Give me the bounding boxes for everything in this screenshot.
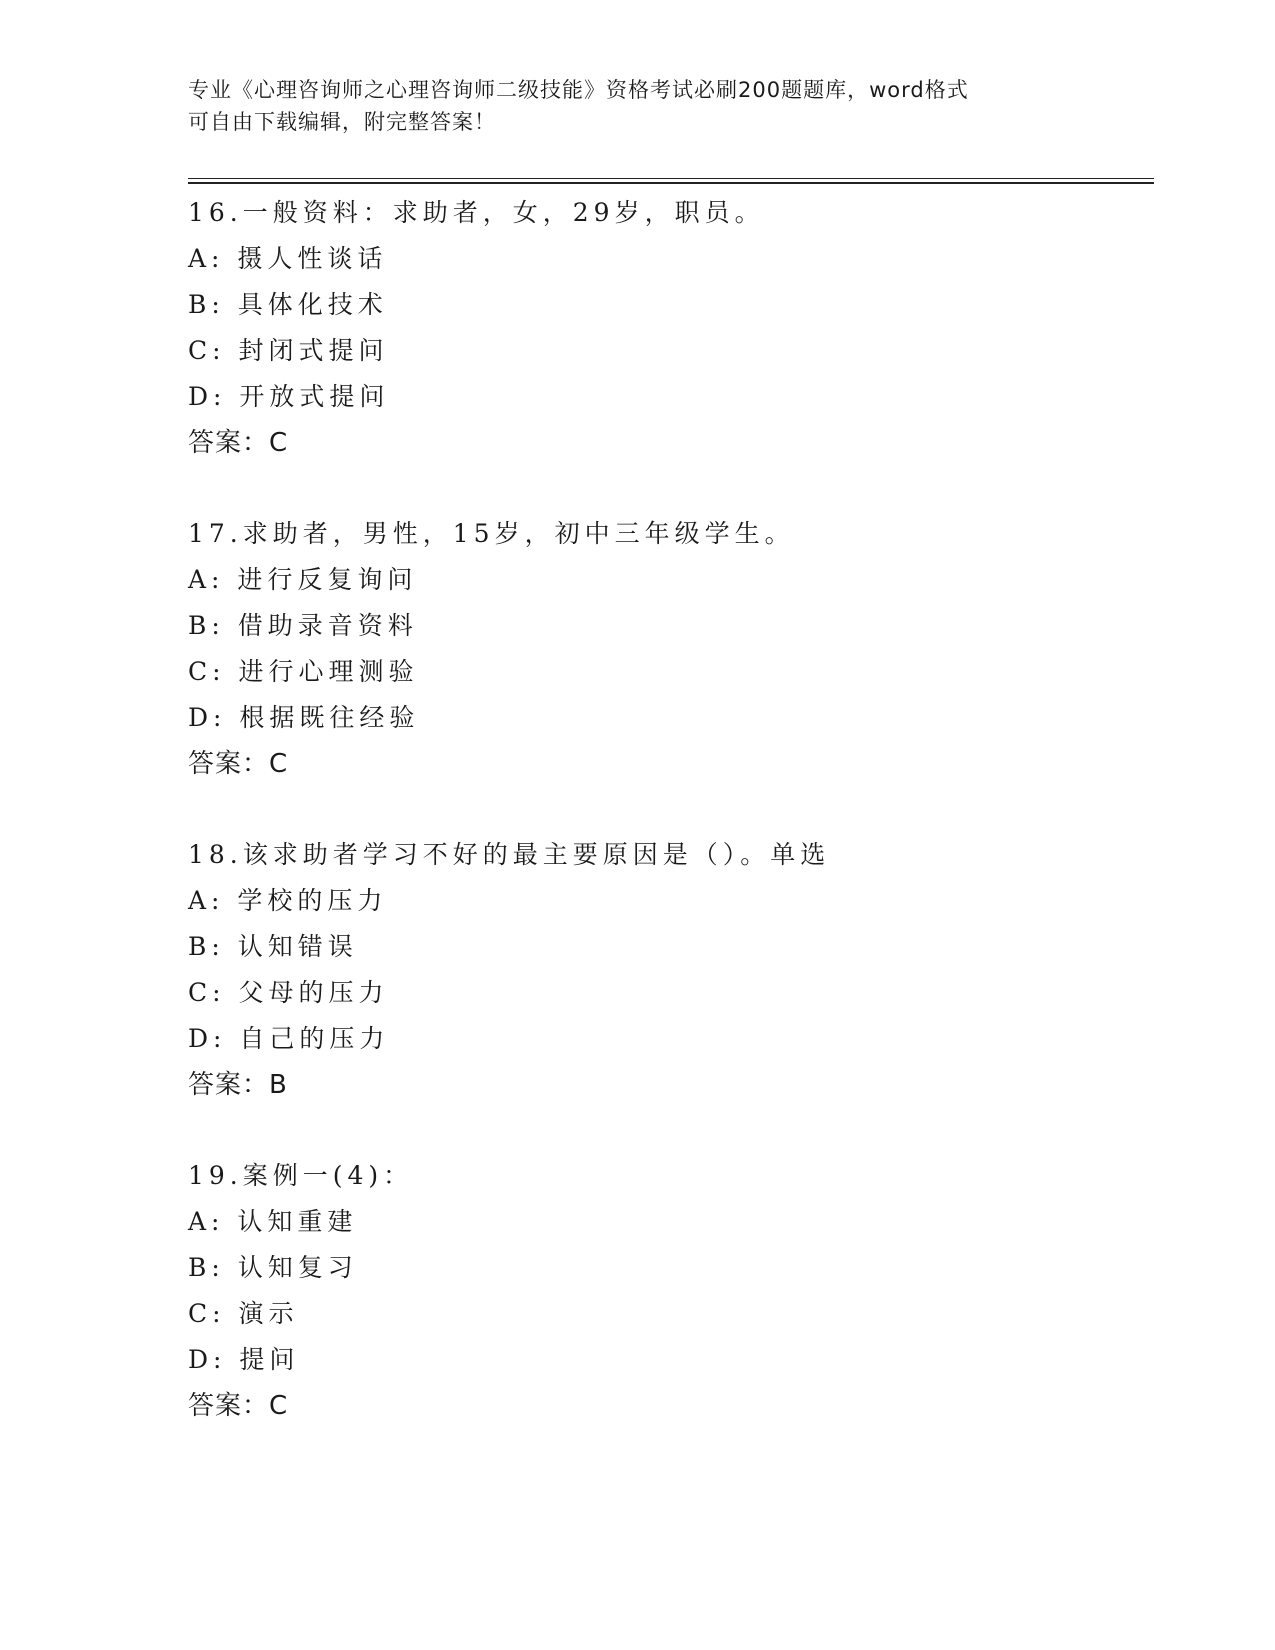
option-a: A: 摄人性谈话 [188,244,388,273]
option-b: B: 认知复习 [188,1253,358,1282]
option-a: A: 学校的压力 [188,886,388,915]
option-c: C: 进行心理测验 [188,657,419,686]
answer-label: 答案：C [188,1391,289,1421]
question-stem: 19.案例一(4)： [188,1161,414,1190]
question-18 [188,832,1148,1108]
question-17 [188,511,1148,787]
question-19 [188,1153,1148,1429]
header-line-2: 可自由下载编辑，附完整答案！ [188,110,496,134]
option-d: D: 提问 [188,1345,300,1374]
option-c: C: 父母的压力 [188,978,389,1007]
option-c: C: 演示 [188,1299,299,1328]
header-line-1: 专业《心理咨询师之心理咨询师二级技能》资格考试必刷200题题库，word格式 [188,78,969,102]
option-a: A: 认知重建 [188,1207,358,1236]
answer-label: 答案：C [188,428,289,458]
question-list [188,190,1148,1474]
option-a: A: 进行反复询问 [188,565,418,594]
answer-label: 答案：C [188,749,289,779]
question-stem: 16.一般资料：求助者，女，29岁，职员。 [188,198,765,227]
option-d: D: 开放式提问 [188,382,390,411]
question-stem: 17.求助者，男性，15岁，初中三年级学生。 [188,519,795,548]
question-16 [188,190,1148,466]
option-b: B: 具体化技术 [188,290,388,319]
option-b: B: 借助录音资料 [188,611,418,640]
option-c: C: 封闭式提问 [188,336,389,365]
question-stem: 18.该求助者学习不好的最主要原因是（）。单选 [188,840,831,869]
option-d: D: 自己的压力 [188,1024,390,1053]
answer-label: 答案：B [188,1070,288,1100]
option-b: B: 认知错误 [188,932,358,961]
option-d: D: 根据既往经验 [188,703,420,732]
header-divider [188,178,1154,184]
document-header [188,74,1088,138]
